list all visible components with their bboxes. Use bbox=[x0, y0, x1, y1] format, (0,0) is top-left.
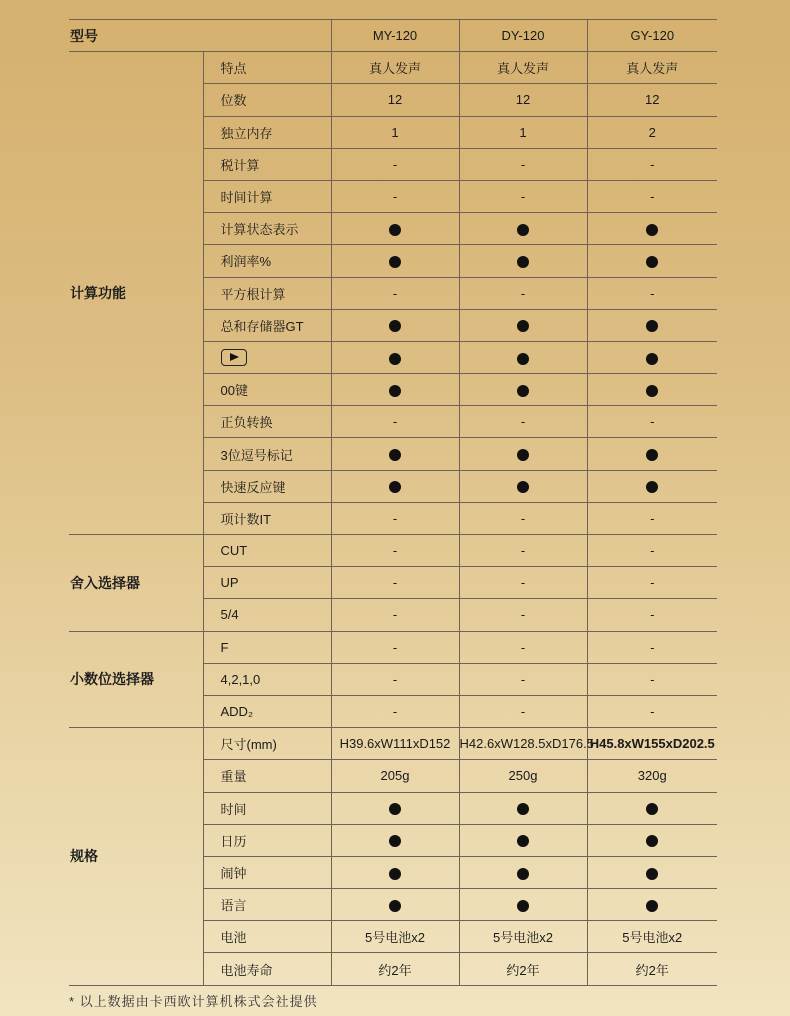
feature-supported-cell bbox=[459, 213, 587, 245]
feature-label: 语言 bbox=[203, 889, 331, 921]
spec-value: - bbox=[459, 502, 587, 534]
supported-dot-icon bbox=[517, 385, 529, 397]
spec-value: - bbox=[459, 567, 587, 599]
spec-value: - bbox=[587, 695, 717, 727]
spec-value: - bbox=[587, 663, 717, 695]
supported-dot-icon bbox=[517, 481, 529, 493]
feature-supported-cell bbox=[587, 374, 717, 406]
supported-dot-icon bbox=[389, 256, 401, 268]
spec-value: - bbox=[459, 180, 587, 212]
feature-supported-cell bbox=[587, 470, 717, 502]
feature-supported-cell bbox=[331, 245, 459, 277]
spec-value: - bbox=[587, 599, 717, 631]
feature-supported-cell bbox=[331, 438, 459, 470]
spec-value: - bbox=[459, 406, 587, 438]
feature-label: CUT bbox=[203, 535, 331, 567]
feature-label: 日历 bbox=[203, 824, 331, 856]
feature-label: F bbox=[203, 631, 331, 663]
feature-supported-cell bbox=[587, 309, 717, 341]
spec-value: - bbox=[587, 502, 717, 534]
table-row bbox=[69, 728, 717, 760]
spec-value: - bbox=[331, 663, 459, 695]
feature-label: 特点 bbox=[203, 52, 331, 84]
feature-supported-cell bbox=[587, 245, 717, 277]
spec-value: 约2年 bbox=[331, 953, 459, 985]
supported-dot-icon bbox=[389, 481, 401, 493]
spec-value: 真人发声 bbox=[587, 52, 717, 84]
supported-dot-icon bbox=[389, 320, 401, 332]
feature-label: 电池 bbox=[203, 921, 331, 953]
feature-label: ADD₂ bbox=[203, 695, 331, 727]
feature-label: 00键 bbox=[203, 374, 331, 406]
supported-dot-icon bbox=[646, 385, 658, 397]
feature-supported-cell bbox=[459, 889, 587, 921]
spec-value: - bbox=[331, 406, 459, 438]
category-label: 舍入选择器 bbox=[69, 535, 203, 632]
spec-value: 12 bbox=[587, 84, 717, 116]
spec-value: 12 bbox=[459, 84, 587, 116]
feature-label: 快速反应键 bbox=[203, 470, 331, 502]
spec-value: - bbox=[331, 535, 459, 567]
spec-value: - bbox=[587, 406, 717, 438]
spec-value: 5号电池x2 bbox=[587, 921, 717, 953]
feature-supported-cell bbox=[587, 438, 717, 470]
supported-dot-icon bbox=[389, 224, 401, 236]
supported-dot-icon bbox=[646, 900, 658, 912]
spec-value: - bbox=[459, 695, 587, 727]
supported-dot-icon bbox=[517, 353, 529, 365]
spec-value: - bbox=[587, 567, 717, 599]
spec-value: - bbox=[587, 148, 717, 180]
supported-dot-icon bbox=[517, 224, 529, 236]
feature-supported-cell bbox=[331, 374, 459, 406]
spec-value: 5号电池x2 bbox=[331, 921, 459, 953]
spec-value: 320g bbox=[587, 760, 717, 792]
category-label: 计算功能 bbox=[69, 52, 203, 535]
feature-supported-cell bbox=[331, 213, 459, 245]
feature-label: 计算状态表示 bbox=[203, 213, 331, 245]
spec-value: 2 bbox=[587, 116, 717, 148]
feature-supported-cell bbox=[587, 792, 717, 824]
feature-supported-cell bbox=[587, 889, 717, 921]
feature-supported-cell bbox=[459, 470, 587, 502]
feature-label: 时间计算 bbox=[203, 180, 331, 212]
feature-supported-cell bbox=[331, 856, 459, 888]
spec-value: - bbox=[331, 502, 459, 534]
spec-value: H39.6xW111xD152 bbox=[331, 728, 459, 760]
supported-dot-icon bbox=[517, 320, 529, 332]
spec-value: 250g bbox=[459, 760, 587, 792]
feature-label: 独立内存 bbox=[203, 116, 331, 148]
spec-value: 约2年 bbox=[459, 953, 587, 985]
spec-value: - bbox=[331, 277, 459, 309]
supported-dot-icon bbox=[517, 803, 529, 815]
feature-supported-cell bbox=[587, 856, 717, 888]
spec-value: - bbox=[587, 277, 717, 309]
supported-dot-icon bbox=[517, 835, 529, 847]
feature-label: 5/4 bbox=[203, 599, 331, 631]
spec-value: 1 bbox=[459, 116, 587, 148]
supported-dot-icon bbox=[646, 320, 658, 332]
spec-value: 12 bbox=[331, 84, 459, 116]
spec-value: - bbox=[459, 599, 587, 631]
feature-label: 闹钟 bbox=[203, 856, 331, 888]
feature-label: 尺寸(mm) bbox=[203, 728, 331, 760]
feature-label: 时间 bbox=[203, 792, 331, 824]
spec-value: - bbox=[459, 631, 587, 663]
supported-dot-icon bbox=[646, 803, 658, 815]
spec-value: 真人发声 bbox=[459, 52, 587, 84]
feature-label: 税计算 bbox=[203, 148, 331, 180]
table-row bbox=[69, 52, 717, 84]
feature-label-icon-cell bbox=[203, 341, 331, 373]
spec-value: - bbox=[587, 180, 717, 212]
feature-supported-cell bbox=[459, 245, 587, 277]
supported-dot-icon bbox=[389, 803, 401, 815]
spec-value: 205g bbox=[331, 760, 459, 792]
supported-dot-icon bbox=[389, 900, 401, 912]
category-label: 规格 bbox=[69, 728, 203, 986]
spec-value: - bbox=[587, 535, 717, 567]
supported-dot-icon bbox=[646, 256, 658, 268]
feature-label: 项计数IT bbox=[203, 502, 331, 534]
feature-supported-cell bbox=[459, 856, 587, 888]
feature-label: 位数 bbox=[203, 84, 331, 116]
model-header-label: 型号 bbox=[69, 20, 331, 52]
supported-dot-icon bbox=[389, 385, 401, 397]
spec-value: H45.8xW155xD202.5 bbox=[587, 728, 717, 760]
feature-label: 正负转换 bbox=[203, 406, 331, 438]
supported-dot-icon bbox=[646, 868, 658, 880]
feature-label: UP bbox=[203, 567, 331, 599]
spec-value: - bbox=[459, 148, 587, 180]
supported-dot-icon bbox=[389, 449, 401, 461]
feature-label: 电池寿命 bbox=[203, 953, 331, 985]
feature-label: 利润率% bbox=[203, 245, 331, 277]
spec-value: 约2年 bbox=[587, 953, 717, 985]
feature-supported-cell bbox=[459, 341, 587, 373]
model-name: DY-120 bbox=[459, 20, 587, 52]
feature-supported-cell bbox=[459, 438, 587, 470]
feature-supported-cell bbox=[331, 889, 459, 921]
table-row bbox=[69, 535, 717, 567]
feature-supported-cell bbox=[459, 824, 587, 856]
spec-value: 真人发声 bbox=[331, 52, 459, 84]
feature-supported-cell bbox=[587, 213, 717, 245]
feature-supported-cell bbox=[459, 792, 587, 824]
spec-value: - bbox=[459, 535, 587, 567]
feature-supported-cell bbox=[331, 824, 459, 856]
table-header-row bbox=[69, 20, 717, 52]
supported-dot-icon bbox=[517, 449, 529, 461]
spec-value: 1 bbox=[331, 116, 459, 148]
spec-value: - bbox=[459, 277, 587, 309]
feature-label: 总和存储器GT bbox=[203, 309, 331, 341]
feature-supported-cell bbox=[587, 341, 717, 373]
spec-value: - bbox=[331, 180, 459, 212]
model-name: GY-120 bbox=[587, 20, 717, 52]
spec-table bbox=[69, 19, 717, 986]
spec-value: - bbox=[331, 567, 459, 599]
supported-dot-icon bbox=[517, 900, 529, 912]
spec-value: - bbox=[331, 148, 459, 180]
spec-value: - bbox=[587, 631, 717, 663]
feature-supported-cell bbox=[459, 309, 587, 341]
supported-dot-icon bbox=[517, 256, 529, 268]
supported-dot-icon bbox=[389, 353, 401, 365]
supported-dot-icon bbox=[646, 481, 658, 493]
supported-dot-icon bbox=[389, 868, 401, 880]
feature-supported-cell bbox=[459, 374, 587, 406]
feature-supported-cell bbox=[331, 792, 459, 824]
spec-value: - bbox=[331, 695, 459, 727]
spec-value: - bbox=[331, 599, 459, 631]
feature-supported-cell bbox=[587, 824, 717, 856]
supported-dot-icon bbox=[646, 353, 658, 365]
feature-label: 4,2,1,0 bbox=[203, 663, 331, 695]
model-name: MY-120 bbox=[331, 20, 459, 52]
spec-value: H42.6xW128.5xD176.5 bbox=[459, 728, 587, 760]
feature-supported-cell bbox=[331, 470, 459, 502]
feature-label: 重量 bbox=[203, 760, 331, 792]
feature-label: 3位逗号标记 bbox=[203, 438, 331, 470]
spec-value: - bbox=[331, 631, 459, 663]
feature-supported-cell bbox=[331, 341, 459, 373]
category-label: 小数位选择器 bbox=[69, 631, 203, 728]
spec-value: - bbox=[459, 663, 587, 695]
footnote: * 以上数据由卡西欧计算机株式会社提供 bbox=[69, 994, 318, 1009]
table-row bbox=[69, 631, 717, 663]
supported-dot-icon bbox=[646, 835, 658, 847]
supported-dot-icon bbox=[646, 449, 658, 461]
play-key-icon bbox=[221, 349, 247, 366]
supported-dot-icon bbox=[517, 868, 529, 880]
feature-label: 平方根计算 bbox=[203, 277, 331, 309]
feature-supported-cell bbox=[331, 309, 459, 341]
spec-value: 5号电池x2 bbox=[459, 921, 587, 953]
supported-dot-icon bbox=[389, 835, 401, 847]
supported-dot-icon bbox=[646, 224, 658, 236]
